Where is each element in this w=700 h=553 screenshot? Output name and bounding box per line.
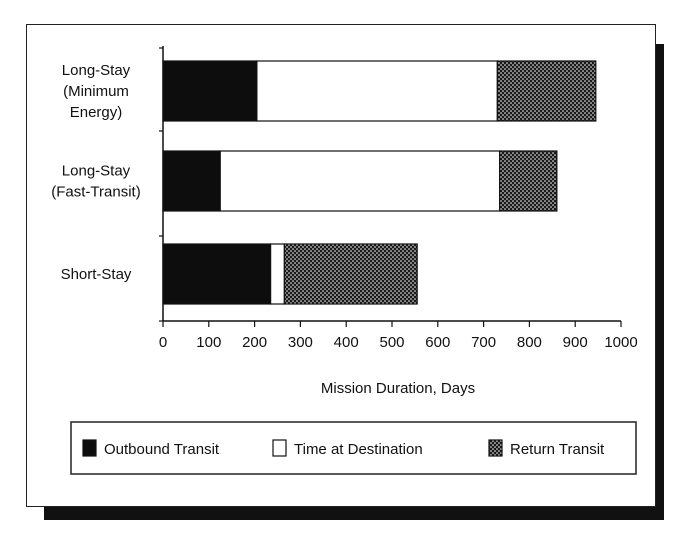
bar-segment — [497, 61, 595, 121]
x-tick-label: 400 — [333, 334, 359, 351]
x-tick-label: 1000 — [604, 334, 638, 351]
x-tick-label: 0 — [158, 334, 168, 351]
category-label: Energy) — [69, 104, 123, 121]
legend — [71, 422, 636, 474]
x-tick-label: 300 — [287, 334, 313, 351]
legend-label: Time at Destination — [294, 441, 423, 458]
category-label: (Minimum — [63, 83, 129, 100]
legend-swatch — [489, 440, 502, 456]
legend-label: Return Transit — [510, 441, 605, 458]
plot-area — [51, 46, 637, 351]
bar-segment — [284, 244, 417, 304]
bar-segment — [163, 244, 271, 304]
bar-segment — [257, 61, 497, 121]
x-tick-label: 700 — [471, 334, 497, 351]
x-axis-label: Mission Duration, Days — [320, 380, 476, 397]
bar-segment — [220, 151, 499, 211]
category-label: Long-Stay — [61, 62, 131, 79]
category-label: Long-Stay — [61, 162, 131, 180]
category-label: (Fast-Transit) — [51, 183, 141, 201]
bar-segment — [163, 61, 257, 121]
legend-label: Outbound Transit — [104, 441, 220, 458]
legend-swatch — [273, 440, 286, 456]
legend-items — [83, 440, 605, 458]
bar-segment — [500, 151, 557, 211]
x-tick-label: 900 — [562, 334, 588, 351]
x-tick-label: 800 — [516, 334, 542, 351]
bar-segment — [163, 151, 220, 211]
x-tick-label: 600 — [425, 334, 451, 351]
x-tick-label: 500 — [379, 334, 405, 351]
x-tick-label: 100 — [196, 334, 222, 351]
bar-segment — [271, 244, 285, 304]
legend-swatch — [83, 440, 96, 456]
x-tick-label: 200 — [242, 334, 268, 351]
category-label: Short-Stay — [60, 266, 132, 283]
